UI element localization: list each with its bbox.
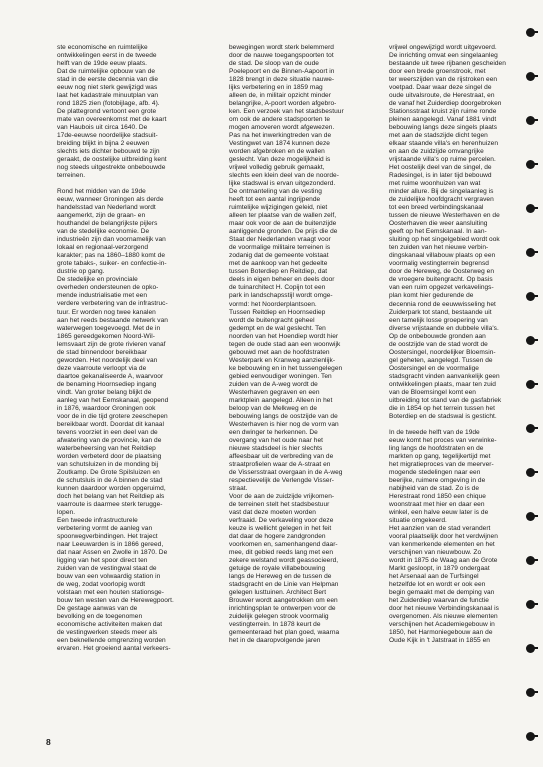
paragraph: vrijwel ongewijzigd wordt uitgevoerd. De inrichting omvat een singelaanleg bestaande uit twee rijbanen gescheiden door een brede groenstrook, met ter weerszijden van de rijstroken een voetpad. Daar waar deze singel de oude uitvalsroute, de Herestraat, en de vanaf het Zuiderdiep doorgebroken Stationsstraat kruist zijn ruime ronde pleinen aangelegd. Vanaf 1881 vindt bebouwing langs deze singels plaats met aan de stadszijde dicht tegen elkaar staande villa's en herenhuizen en aan de zuidzijde omvangrijke vrijstaande villa's op ruime percelen. Het oostelijk deel van de singel, de Radesingel, is in later tijd bebouwd met ruime woonhuizen van wat minder allure. Bij de singelaanleg is de zuidelijke hoofdgracht vergraven tot een breed verbindingskanaal tussen de nieuwe Westerhaven en de Oosterhaven die weer aansluiting geeft op het Eemskanaal. In aan- sluiting op het singelgebied wordt ook ten zuiden van het nieuwe verbin- dingskanaal villabouw plaats op een voormalig vestingterrein begrensd door de Hereweg, de Oosterweg en de vroegere buitengracht. Op basis van een ruim opgezet verkavelings- plan komt hier gedurende de decennia rond de eeuwwisseling het Zuiderpark tot stand, bestaande uit een tamelijk losse groepering van diverse vrijstaande en dubbele villa's. Op de onbebouwde gronden aan de oostzijde van de stad wordt de Oostersingel, noordelijker Bloemsin- gel geheten, aangelegd. Tussen de Oostersingel en de voormalige stadsgracht vinden aanvankelijk geen ontwikkelingen plaats, maar ten zuid van de Bloemsingel komt een uitbreiding tot stand van de gasfabriek die in 1854 op het terrein tussen het Boterdiep en de stadswal is gesticht. xyxy=(389,44,506,420)
punch-hole-icon xyxy=(526,116,535,125)
paragraph: ste economische en ruimtelijke ontwikkelingen eerst in de tweede helft van de 19de eeuw plaats. Dat de ruimtelijke opbouw van de stad in de eerste decennia van die eeuw nog niet sterk gewijzigd was laat het kadastrale minuutplan van rond 1825 zien (fotobijlage, afb. 4). De plattegrond vertoont een grote mate van overeenkomst met de kaart van Haubois uit circa 1640. De 17de-eeuwse noordelijke stadsuit- breiding blijkt in bijna 2 eeuwen slechts iets dichter bebouwd te zijn geraakt, de oostelijke uitbreiding kent nog steeds uitgestrekte onbebouwde terreinen. xyxy=(57,44,167,180)
text-column-middle xyxy=(229,44,379,645)
text-column-left xyxy=(57,44,207,653)
punch-hole-icon xyxy=(526,72,535,81)
punch-hole-icon xyxy=(526,600,535,609)
punch-hole-icon xyxy=(526,732,535,741)
punch-hole-icon xyxy=(526,292,535,301)
binder-punch-holes xyxy=(517,20,543,760)
punch-hole-icon xyxy=(526,512,535,521)
punch-hole-icon xyxy=(526,248,535,257)
punch-hole-icon xyxy=(526,644,535,653)
punch-hole-icon xyxy=(526,468,535,477)
paragraph: Een tweede infrastructurele verbetering vormt de aanleg van spoorwegverbindingen. Het traject naar Leeuwarden is in 1866 gereed, dat naar Assen en Zwolle in 1870. De ligging van het spoor direct ten zuiden van de vestingwal staat de bouw van een volwaardig station in de weg, zodat voorlopig wordt volstaan met een houten stationsge- bouw ten westen van de Herewegpoort. xyxy=(57,516,174,605)
paragraph: In de tweede helft van de 19de eeuw komt het proces van verwinke- ling langs de hoofdstraten en de markten op gang, tegelijkertijd met het migratieproces van de meerver- mogende stedelingen naar een beerijke, ruimere omgeving in de nabijheid van de stad. Zo is de Herestraat rond 1850 een chique woonstraat met hier en daar een winkel, een halve eeuw later is de situatie omgekeerd. Het aanzien van de stad verandert vooral plaatselijk door het verdwijnen van kenmerkende elementen en het verschijnen van nieuwbouw. Zo wordt in 1875 de Waag aan de Grote Markt gesloopt, in 1879 ondergaat het Arsenaal aan de Turfsingel hetzelfde lot en wordt er ook een begin gemaakt met de demping van het Zuiderdiep waarvan de functie door het nieuwe Verbindingskanaal is overgenomen. Als nieuwe elementen verschijnen het Academiegebouw in 1850, het Harmoniegebouw aan de Oude Kijk in 't Jatstraat in 1855 en xyxy=(389,428,499,645)
paragraph: bewegingen wordt sterk belemmerd door de nauwe toegangspoorten tot de stad. De sloop van de oude Poelepoort en de Binnen-Aapoort in 1828 brengt in deze situatie nauwe- lijks verbetering en in 1859 mag alleen de, in militair opzicht minder belangrijke, A-poort worden afgebro- ken. Een verzoek van het stadsbestuur om ook de andere stadspoorten te mogen amoveren wordt afgewezen. Pas na het inwerkingtreden van de Vestingwet van 1874 kunnen deze worden afgebroken en de wallen geslecht. Van deze mogelijkheid is vrijwel volledig gebruik gemaakt, slechts een klein deel van de noorde- lijke stadswal is ervan uitgezonderd. xyxy=(229,44,344,188)
punch-hole-icon xyxy=(526,28,535,37)
paragraph: De ontmanteling van de vesting heeft tot een aantal ingrijpende ruimtelijke wijzigingen geleid, niet alleen ter plaatse van de wallen zelf, maar ook voor de aan de buitenzijde aanliggende gronden. De prijs die de Staat der Nederlanden vraagt voor de voormalige militaire terreinen is zodanig dat de gemeente volstaat met de aankoop van het gedeelte tussen Boterdiep en Reitdiep, dat deels in eigen beheer en deels door de tuinarchitect H. Copijn tot een park in landschapsstijl wordt omge- vormd: het Noorderplantsoen. Tussen Reitdiep en Hoornsediep wordt de buitengracht geheel gedempt en de wal geslecht. Ten noorden van het Hoendiep wordt hier tegen de oude stad aan een woonwijk gebouwd met aan de hoofdstraten Westerpark en Kranweg aanzienlijk- ke bebouwing en in het tussengelegen gebied eenvoudiger woningen. Ten zuiden van de A-weg wordt de Westerhaven gegraven en een marktplein aangelegd. Alleen in het beloop van de Melkweg en de bebouwing langs de oostzijde van de Westerhaven is hier nog de vorm van een dwinger te herkennen. De overgang van het oude naar het nieuwe stadsdeel is hier slechts affeesbaar uit de verbreding van de straatprofielen waar de A-straat en de Vissersstraat overgaan in de A-weg respectievelijk de Verlengde Visser- straat. xyxy=(229,188,343,492)
punch-hole-icon xyxy=(526,688,535,697)
punch-hole-icon xyxy=(526,204,535,213)
punch-hole-icon xyxy=(526,556,535,565)
page-number: 8 xyxy=(46,737,51,747)
punch-hole-icon xyxy=(526,380,535,389)
paragraph: De stedelijke en provinciale overheden ondersteunen de opko- mende industrialisatie met een verdere verbetering van de infrastruc- tuur. Er worden nog twee kanalen aan het reeds bestaande netwerk van waterwegen toegevoegd. Met de in 1865 gereedgekomen Noord-Wil- lemsvaart zijn de grote rivieren vanaf de stad binnendoor bereikbaar geworden. Het noordelijk deel van deze vaarroute verloopt via de daartoe gekanaliseerde A, waarvoor de benaming Hoornsediep ingang vindt. Van groter belang blijkt de aanleg van het Eemskanaal, geopend in 1876, waardoor Groningen ook voor de in die tijd grotere zeeschepen bereikbaar wordt. Doordat dit kanaal tevens voorziet in een deel van de afwatering van de provincie, kan de waterbeheersing van het Reitdiep worden verbeterd door de plaatsing van schutsluizen in de monding bij Zoutkamp. De Grote Spilsluizen en de schutsluis in de A binnen de stad kunnen daardoor worden opgeruimd, doch het belang van het Reitdiep als vaarroute is daarmee sterk terugge- lopen. xyxy=(57,276,169,516)
punch-hole-icon xyxy=(526,160,535,169)
paragraph: Voor de aan de zuidzijde vrijkomen- de terreinen stelt het stadsbestuur vast dat deze moeten worden verfraaid. De verkaveling voor deze keuze is wellicht gelegen in het feit dat daar de hogere zandgronden voorkomen en, samenhangend daar- mee, dit gebied reeds lang met een zekere welstand wordt geassocieerd, getuige de royale villabebouwing langs de Hereweg en de tussen de stadsgracht en de Linie van Helpman gelegen lusttuinen. Architect Bert Brouwer wordt aangetrokken om een inrichtingsplan te ontwerpen voor de zuidelijk gelegen strook voormalig vestingterrein. In 1878 keurt de gemeenteraad het plan goed, waarna het in de daaropvolgende jaren xyxy=(229,492,340,645)
punch-hole-icon xyxy=(526,424,535,433)
paragraph: Rond het midden van de 19de eeuw, wanneer Groningen als derde handelsstad van Nederland wordt aangemerkt, zijn de graan- en houthandel de belangrijkste pijlers van de stedelijke economie. De industrieën zijn dan voornamelijk van lokaal en regionaal-verzorgend karakter; pas na 1860–1880 komt de grote tabaks-, suiker- en confectie-in- dustrie op gang. xyxy=(57,188,167,276)
paragraph: De gestage aanwas van de bevolking en de toegenomen economische activiteiten maken dat de vestingwerken steeds meer als een beknellende omgrenzing worden ervaren. Het groeiend aantal verkeers- xyxy=(57,605,171,653)
punch-hole-icon xyxy=(526,336,535,345)
